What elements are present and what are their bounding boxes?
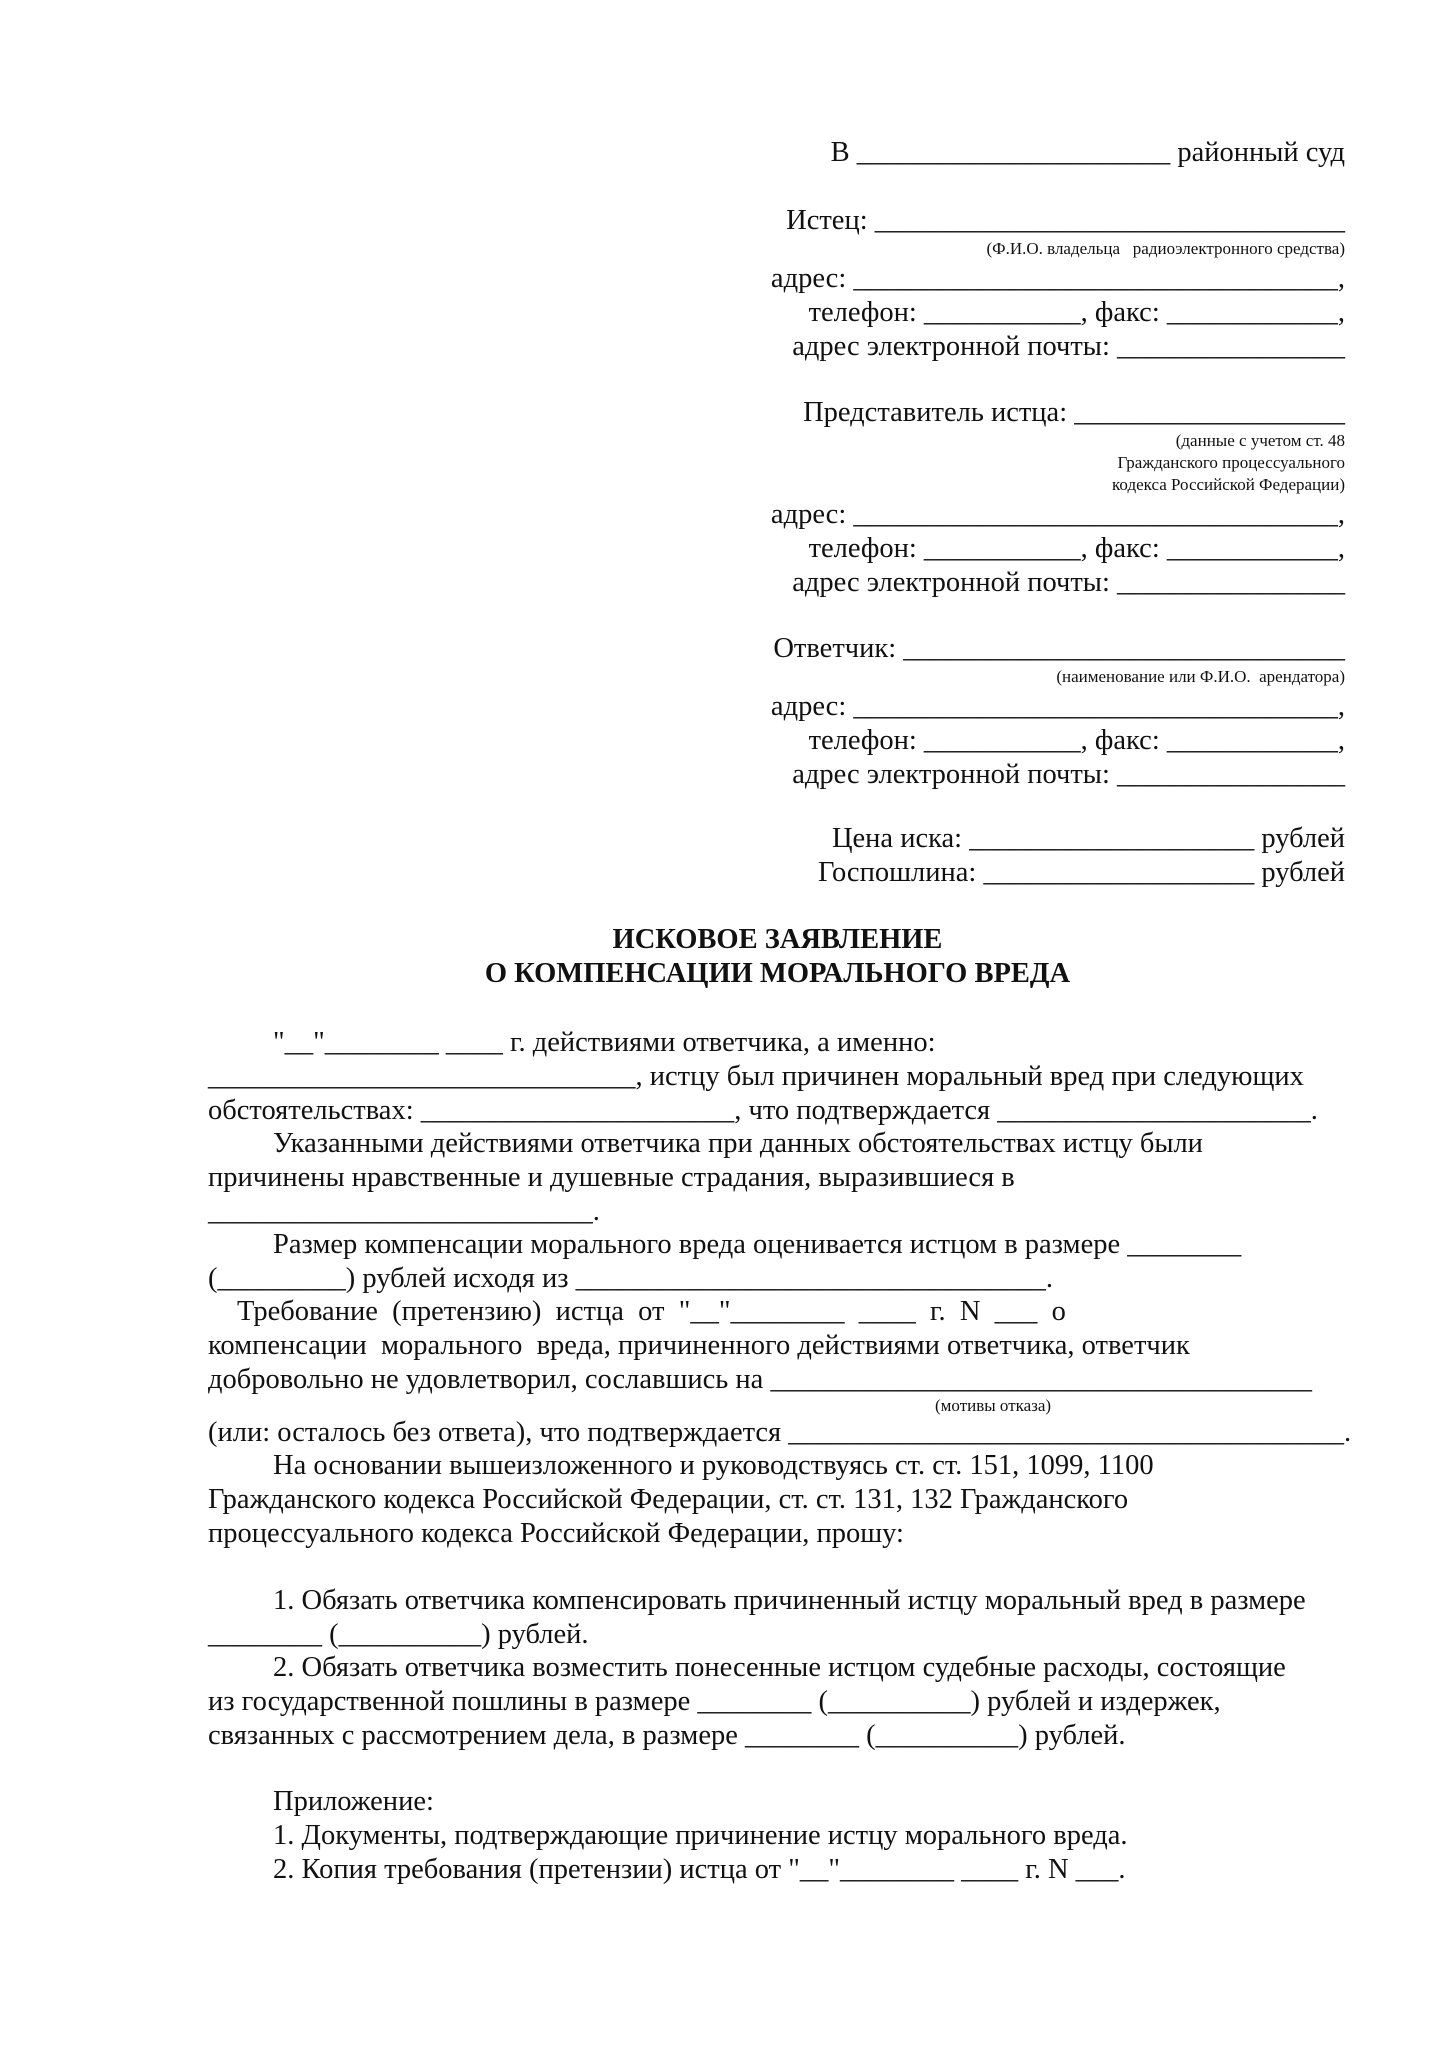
title-line-1: ИСКОВОЕ ЗАЯВЛЕНИЕ: [612, 924, 943, 955]
defendant-phone-fax-line: телефон: ___________, факс: ____________,: [808, 725, 1345, 756]
court-line: В ______________________ районный суд: [830, 137, 1345, 168]
paragraph-5-line-2: Гражданского кодекса Российской Федерации, ст. ст. 131, 132 Гражданского: [208, 1484, 1129, 1515]
defendant-name-hint: (наименование или Ф.И.О. арендатора): [1056, 667, 1345, 686]
appendix-item-2: 2. Копия требования (претензии) истца от "__"________ ____ г. N ___.: [273, 1854, 1126, 1885]
defendant-name-line: Ответчик: _______________________________: [773, 633, 1345, 664]
plaintiff-email-line: адрес электронной почты: ________________: [792, 331, 1345, 362]
request-1-line-2: ________ (__________) рублей.: [208, 1619, 589, 1650]
appendix-item-1: 1. Документы, подтверждающие причинение истцу морального вреда.: [273, 1820, 1128, 1851]
representative-address-line: адрес: __________________________________,: [770, 499, 1345, 530]
appendix-title: Приложение:: [273, 1786, 434, 1817]
paragraph-4-line-2: компенсации морального вреда, причиненного действиями ответчика, ответчик: [208, 1330, 1190, 1361]
paragraph-1-line-2: ______________________________, истцу был причинен моральный вред при следующих: [208, 1061, 1304, 1092]
request-2-line-2: из государственной пошлины в размере ________ (__________) рублей и издержек,: [208, 1686, 1221, 1717]
plaintiff-name-line: Истец: _________________________________: [786, 205, 1345, 236]
paragraph-3-line-2: (_________) рублей исходя из _________________________________.: [208, 1263, 1054, 1294]
paragraph-4-line-4: (или: осталось без ответа), что подтверждается _______________________________________.: [208, 1417, 1352, 1448]
request-2-line-3: связанных с рассмотрением дела, в размере ________ (__________) рублей.: [208, 1720, 1126, 1751]
paragraph-4-line-1: Требование (претензию) истца от "__"________ ____ г. N ___ о: [237, 1296, 1066, 1327]
defendant-email-line: адрес электронной почты: ________________: [792, 759, 1345, 790]
state-duty-line: Госпошлина: ___________________ рублей: [818, 857, 1345, 888]
paragraph-2-line-3: ___________________________.: [208, 1196, 600, 1227]
representative-hint-1: (данные с учетом ст. 48: [1175, 431, 1345, 450]
paragraph-4-line-3: добровольно не удовлетворил, сославшись на ______________________________________: [208, 1364, 1312, 1395]
claim-price-line: Цена иска: ____________________ рублей: [831, 823, 1345, 854]
title-line-2: О КОМПЕНСАЦИИ МОРАЛЬНОГО ВРЕДА: [484, 958, 1071, 989]
representative-hint-3: кодекса Российской Федерации): [1112, 475, 1345, 494]
refusal-reason-hint: (мотивы отказа): [935, 1396, 1052, 1415]
defendant-address-line: адрес: __________________________________,: [770, 691, 1345, 722]
plaintiff-name-hint: (Ф.И.О. владельца радиоэлектронного средства): [986, 239, 1345, 258]
representative-email-line: адрес электронной почты: ________________: [792, 567, 1345, 598]
paragraph-5-line-1: На основании вышеизложенного и руководствуясь ст. ст. 151, 1099, 1100: [273, 1450, 1154, 1481]
paragraph-2-line-1: Указанными действиями ответчика при данных обстоятельствах истцу были: [273, 1128, 1203, 1159]
plaintiff-address-line: адрес: __________________________________,: [770, 263, 1345, 294]
plaintiff-phone-fax-line: телефон: ___________, факс: ____________,: [808, 297, 1345, 328]
paragraph-5-line-3: процессуального кодекса Российской Федерации, прошу:: [208, 1518, 904, 1549]
representative-hint-2: Гражданского процессуального: [1117, 453, 1345, 472]
request-2-line-1: 2. Обязать ответчика возместить понесенные истцом судебные расходы, состоящие: [273, 1652, 1286, 1683]
request-1-line-1: 1. Обязать ответчика компенсировать причиненный истцу моральный вред в размере: [273, 1585, 1306, 1616]
representative-phone-fax-line: телефон: ___________, факс: ____________,: [808, 533, 1345, 564]
paragraph-2-line-2: причинены нравственные и душевные страдания, выразившиеся в: [208, 1162, 1015, 1193]
paragraph-1-line-3: обстоятельствах: ______________________, что подтверждается ______________________.: [208, 1095, 1318, 1126]
representative-name-line: Представитель истца: ___________________: [803, 397, 1345, 428]
paragraph-1-line-1: "__"________ ____ г. действиями ответчика, а именно:: [273, 1027, 936, 1058]
paragraph-3-line-1: Размер компенсации морального вреда оценивается истцом в размере ________: [273, 1229, 1242, 1260]
